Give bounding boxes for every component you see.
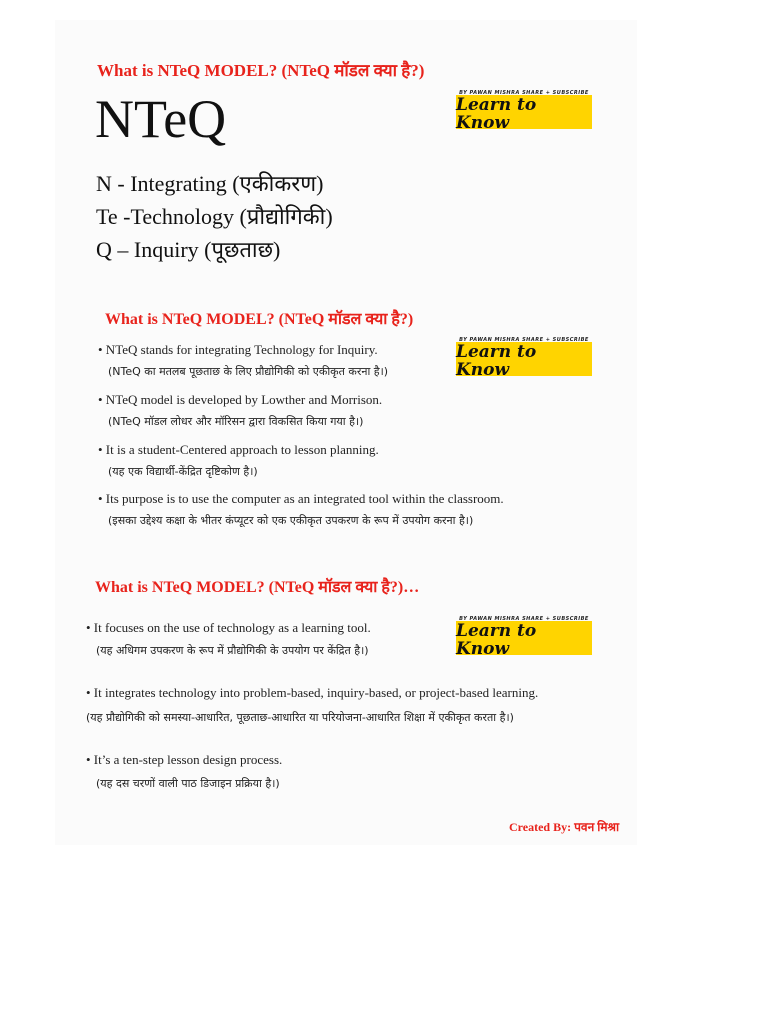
bullet-en: • It integrates technology into problem-based, inquiry-based, or project-based learning.	[86, 685, 539, 700]
bullet-en: • It focuses on the use of technology as a learning tool.	[86, 620, 371, 635]
logo-tagline: BY PAWAN MISHRA SHARE + SUBSCRIBE	[459, 337, 589, 343]
section1-heading: What is NTeQ MODEL? (NTeQ मॉडल क्या है?)	[97, 61, 425, 80]
bullet-en: • It’s a ten-step lesson design process.	[86, 752, 283, 767]
term-n: N - Integrating (एकीकरण)	[96, 171, 324, 196]
bullet-hi: (यह एक विद्यार्थी-केंद्रित दृष्टिकोण है।)	[108, 465, 258, 478]
bullet-hi: (इसका उद्देश्य कक्षा के भीतर कंप्यूटर को एक एकीकृत उपकरण के रूप में उपयोग करना है।)	[108, 514, 474, 527]
term-te: Te -Technology (प्रौद्योगिकी)	[96, 204, 333, 229]
logo-tagline: BY PAWAN MISHRA SHARE + SUBSCRIBE	[459, 616, 589, 622]
section2-heading: What is NTeQ MODEL? (NTeQ मॉडल क्या है?)	[105, 311, 414, 328]
bullet-hi: (NTeQ मॉडल लोधर और मॉरिसन द्वारा विकसित किया गया है।)	[108, 415, 364, 428]
bullet-en: • NTeQ model is developed by Lowther and Morrison.	[98, 392, 383, 407]
logo-label: Learn to Know	[456, 342, 537, 380]
logo-label: Learn to Know	[456, 621, 537, 659]
term-q: Q – Inquiry (पूछताछ)	[96, 237, 281, 262]
learn-to-know-logo	[456, 616, 592, 659]
bullet-hi: (यह प्रौद्योगिकी को समस्या-आधारित, पूछताछ-आधारित या परियोजना-आधारित शिक्षा में एकीकृत करता है।)	[86, 711, 514, 724]
bullet-hi: (NTeQ का मतलब पूछताछ के लिए प्रौद्योगिकी को एकीकृत करना है।)	[108, 365, 389, 378]
learn-to-know-logo	[456, 90, 592, 133]
section3-heading: What is NTeQ MODEL? (NTeQ मॉडल क्या है?)…	[95, 579, 420, 596]
logo-label: Learn to Know	[456, 95, 537, 133]
logo-tagline: BY PAWAN MISHRA SHARE + SUBSCRIBE	[459, 90, 589, 96]
bullet-en: • Its purpose is to use the computer as an integrated tool within the classroom.	[98, 491, 504, 506]
bullet-hi: (यह अधिगम उपकरण के रूप में प्रौद्योगिकी के उपयोग पर केंद्रित है।)	[96, 644, 369, 657]
big-title: NTeQ	[95, 89, 227, 149]
author-credit: Created By: पवन मिश्रा	[509, 820, 620, 834]
bullet-hi: (यह दस चरणों वाली पाठ डिजाइन प्रक्रिया है।)	[96, 777, 280, 790]
bullet-en: • NTeQ stands for integrating Technology for Inquiry.	[98, 342, 378, 357]
learn-to-know-logo	[456, 337, 592, 380]
bullet-en: • It is a student-Centered approach to lesson planning.	[98, 442, 379, 457]
